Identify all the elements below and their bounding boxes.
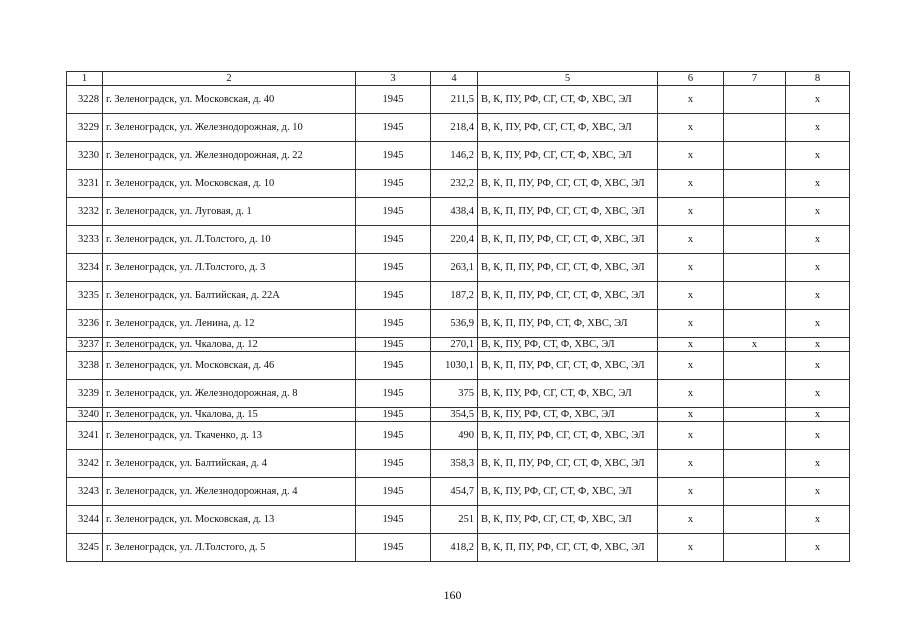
table-row [67, 380, 850, 408]
col7-mark [724, 422, 786, 450]
address-cell: г. Зеленоградск, ул. Московская, д. 46 [103, 352, 356, 380]
table-row [67, 506, 850, 534]
table-row [67, 86, 850, 114]
address-cell: г. Зеленоградск, ул. Железнодорожная, д. 22 [103, 142, 356, 170]
year-cell: 1945 [356, 352, 431, 380]
table-row [67, 534, 850, 562]
area-cell: 490 [431, 422, 478, 450]
area-cell: 146,2 [431, 142, 478, 170]
col6-mark: х [658, 254, 724, 282]
col6-mark: х [658, 478, 724, 506]
col8-mark: х [786, 422, 850, 450]
systems-cell: В, К, П, ПУ, РФ, СГ, СТ, Ф, ХВС, ЭЛ [478, 534, 658, 562]
year-cell: 1945 [356, 310, 431, 338]
address-cell: г. Зеленоградск, ул. Ленина, д. 12 [103, 310, 356, 338]
table-row [67, 422, 850, 450]
col8-mark: х [786, 198, 850, 226]
col7-mark [724, 142, 786, 170]
table-row [67, 450, 850, 478]
table-row [67, 254, 850, 282]
address-cell: г. Зеленоградск, ул. Л.Толстого, д. 3 [103, 254, 356, 282]
year-cell: 1945 [356, 226, 431, 254]
address-cell: г. Зеленоградск, ул. Железнодорожная, д. 10 [103, 114, 356, 142]
col6-mark: х [658, 506, 724, 534]
address-cell: г. Зеленоградск, ул. Луговая, д. 1 [103, 198, 356, 226]
col7-mark [724, 114, 786, 142]
col6-mark: х [658, 422, 724, 450]
row-number: 3230 [67, 142, 103, 170]
col8-mark: х [786, 352, 850, 380]
header-col-3: 3 [356, 72, 431, 86]
table-row [67, 478, 850, 506]
col6-mark: х [658, 282, 724, 310]
table-row [67, 226, 850, 254]
col6-mark: х [658, 408, 724, 422]
address-cell: г. Зеленоградск, ул. Чкалова, д. 15 [103, 408, 356, 422]
col8-mark: х [786, 408, 850, 422]
systems-cell: В, К, П, ПУ, РФ, СГ, СТ, Ф, ХВС, ЭЛ [478, 198, 658, 226]
col8-mark: х [786, 380, 850, 408]
systems-cell: В, К, П, ПУ, РФ, СГ, СТ, Ф, ХВС, ЭЛ [478, 282, 658, 310]
col8-mark: х [786, 86, 850, 114]
systems-cell: В, К, П, ПУ, РФ, СГ, СТ, Ф, ХВС, ЭЛ [478, 422, 658, 450]
area-cell: 438,4 [431, 198, 478, 226]
table-body [67, 86, 850, 562]
col7-mark [724, 86, 786, 114]
col6-mark: х [658, 226, 724, 254]
area-cell: 270,1 [431, 338, 478, 352]
page-number: 160 [443, 588, 462, 602]
area-cell: 375 [431, 380, 478, 408]
year-cell: 1945 [356, 142, 431, 170]
header-col-7: 7 [724, 72, 786, 86]
col8-mark: х [786, 226, 850, 254]
table-row [67, 114, 850, 142]
year-cell: 1945 [356, 282, 431, 310]
col8-mark: х [786, 478, 850, 506]
address-cell: г. Зеленоградск, ул. Балтийская, д. 22А [103, 282, 356, 310]
header-col-4: 4 [431, 72, 478, 86]
col7-mark [724, 282, 786, 310]
col8-mark: х [786, 282, 850, 310]
table-row [67, 338, 850, 352]
area-cell: 1030,1 [431, 352, 478, 380]
systems-cell: В, К, П, ПУ, РФ, СГ, СТ, Ф, ХВС, ЭЛ [478, 450, 658, 478]
col8-mark: х [786, 310, 850, 338]
header-col-8: 8 [786, 72, 850, 86]
area-cell: 218,4 [431, 114, 478, 142]
col8-mark: х [786, 338, 850, 352]
col6-mark: х [658, 114, 724, 142]
col8-mark: х [786, 450, 850, 478]
address-cell: г. Зеленоградск, ул. Железнодорожная, д. 4 [103, 478, 356, 506]
year-cell: 1945 [356, 254, 431, 282]
area-cell: 418,2 [431, 534, 478, 562]
row-number: 3238 [67, 352, 103, 380]
row-number: 3236 [67, 310, 103, 338]
row-number: 3235 [67, 282, 103, 310]
table-row [67, 170, 850, 198]
year-cell: 1945 [356, 478, 431, 506]
address-cell: г. Зеленоградск, ул. Чкалова, д. 12 [103, 338, 356, 352]
col6-mark: х [658, 86, 724, 114]
row-number: 3233 [67, 226, 103, 254]
col6-mark: х [658, 534, 724, 562]
address-cell: г. Зеленоградск, ул. Московская, д. 40 [103, 86, 356, 114]
col6-mark: х [658, 380, 724, 408]
col7-mark: х [724, 338, 786, 352]
row-number: 3244 [67, 506, 103, 534]
address-cell: г. Зеленоградск, ул. Железнодорожная, д. 8 [103, 380, 356, 408]
header-col-2: 2 [103, 72, 356, 86]
col8-mark: х [786, 114, 850, 142]
systems-cell: В, К, ПУ, РФ, СТ, Ф, ХВС, ЭЛ [478, 338, 658, 352]
housing-table [66, 71, 850, 562]
row-number: 3234 [67, 254, 103, 282]
year-cell: 1945 [356, 534, 431, 562]
area-cell: 232,2 [431, 170, 478, 198]
col8-mark: х [786, 170, 850, 198]
header-row [67, 72, 850, 86]
row-number: 3242 [67, 450, 103, 478]
col7-mark [724, 534, 786, 562]
systems-cell: В, К, ПУ, РФ, СГ, СТ, Ф, ХВС, ЭЛ [478, 380, 658, 408]
col6-mark: х [658, 338, 724, 352]
address-cell: г. Зеленоградск, ул. Л.Толстого, д. 5 [103, 534, 356, 562]
systems-cell: В, К, П, ПУ, РФ, СГ, СТ, Ф, ХВС, ЭЛ [478, 170, 658, 198]
systems-cell: В, К, ПУ, РФ, СГ, СТ, Ф, ХВС, ЭЛ [478, 142, 658, 170]
col6-mark: х [658, 352, 724, 380]
col6-mark: х [658, 310, 724, 338]
year-cell: 1945 [356, 338, 431, 352]
systems-cell: В, К, ПУ, РФ, СГ, СТ, Ф, ХВС, ЭЛ [478, 506, 658, 534]
table-row [67, 352, 850, 380]
year-cell: 1945 [356, 422, 431, 450]
col6-mark: х [658, 170, 724, 198]
table-row [67, 408, 850, 422]
area-cell: 536,9 [431, 310, 478, 338]
table-row [67, 142, 850, 170]
systems-cell: В, К, ПУ, РФ, СГ, СТ, Ф, ХВС, ЭЛ [478, 86, 658, 114]
year-cell: 1945 [356, 450, 431, 478]
area-cell: 187,2 [431, 282, 478, 310]
col7-mark [724, 352, 786, 380]
col6-mark: х [658, 198, 724, 226]
col7-mark [724, 478, 786, 506]
table-row [67, 310, 850, 338]
col7-mark [724, 170, 786, 198]
col8-mark: х [786, 254, 850, 282]
table-row [67, 198, 850, 226]
systems-cell: В, К, ПУ, РФ, СТ, Ф, ХВС, ЭЛ [478, 408, 658, 422]
year-cell: 1945 [356, 86, 431, 114]
col8-mark: х [786, 142, 850, 170]
area-cell: 358,3 [431, 450, 478, 478]
row-number: 3237 [67, 338, 103, 352]
col8-mark: х [786, 534, 850, 562]
systems-cell: В, К, П, ПУ, РФ, СГ, СТ, Ф, ХВС, ЭЛ [478, 254, 658, 282]
systems-cell: В, К, П, ПУ, РФ, СГ, СТ, Ф, ХВС, ЭЛ [478, 226, 658, 254]
col7-mark [724, 254, 786, 282]
row-number: 3228 [67, 86, 103, 114]
area-cell: 454,7 [431, 478, 478, 506]
row-number: 3231 [67, 170, 103, 198]
year-cell: 1945 [356, 506, 431, 534]
row-number: 3241 [67, 422, 103, 450]
address-cell: г. Зеленоградск, ул. Балтийская, д. 4 [103, 450, 356, 478]
header-col-1: 1 [67, 72, 103, 86]
row-number: 3229 [67, 114, 103, 142]
col6-mark: х [658, 450, 724, 478]
table-row [67, 282, 850, 310]
row-number: 3239 [67, 380, 103, 408]
area-cell: 263,1 [431, 254, 478, 282]
area-cell: 251 [431, 506, 478, 534]
col7-mark [724, 450, 786, 478]
col7-mark [724, 226, 786, 254]
address-cell: г. Зеленоградск, ул. Московская, д. 13 [103, 506, 356, 534]
year-cell: 1945 [356, 380, 431, 408]
col7-mark [724, 310, 786, 338]
header-col-6: 6 [658, 72, 724, 86]
row-number: 3243 [67, 478, 103, 506]
year-cell: 1945 [356, 170, 431, 198]
year-cell: 1945 [356, 408, 431, 422]
systems-cell: В, К, П, ПУ, РФ, СТ, Ф, ХВС, ЭЛ [478, 310, 658, 338]
area-cell: 211,5 [431, 86, 478, 114]
year-cell: 1945 [356, 114, 431, 142]
systems-cell: В, К, П, ПУ, РФ, СГ, СТ, Ф, ХВС, ЭЛ [478, 352, 658, 380]
col8-mark: х [786, 506, 850, 534]
row-number: 3245 [67, 534, 103, 562]
col7-mark [724, 198, 786, 226]
header-col-5: 5 [478, 72, 658, 86]
area-cell: 354,5 [431, 408, 478, 422]
row-number: 3240 [67, 408, 103, 422]
address-cell: г. Зеленоградск, ул. Московская, д. 10 [103, 170, 356, 198]
col6-mark: х [658, 142, 724, 170]
col7-mark [724, 380, 786, 408]
address-cell: г. Зеленоградск, ул. Ткаченко, д. 13 [103, 422, 356, 450]
address-cell: г. Зеленоградск, ул. Л.Толстого, д. 10 [103, 226, 356, 254]
area-cell: 220,4 [431, 226, 478, 254]
row-number: 3232 [67, 198, 103, 226]
systems-cell: В, К, ПУ, РФ, СГ, СТ, Ф, ХВС, ЭЛ [478, 478, 658, 506]
col7-mark [724, 506, 786, 534]
col7-mark [724, 408, 786, 422]
systems-cell: В, К, ПУ, РФ, СГ, СТ, Ф, ХВС, ЭЛ [478, 114, 658, 142]
year-cell: 1945 [356, 198, 431, 226]
